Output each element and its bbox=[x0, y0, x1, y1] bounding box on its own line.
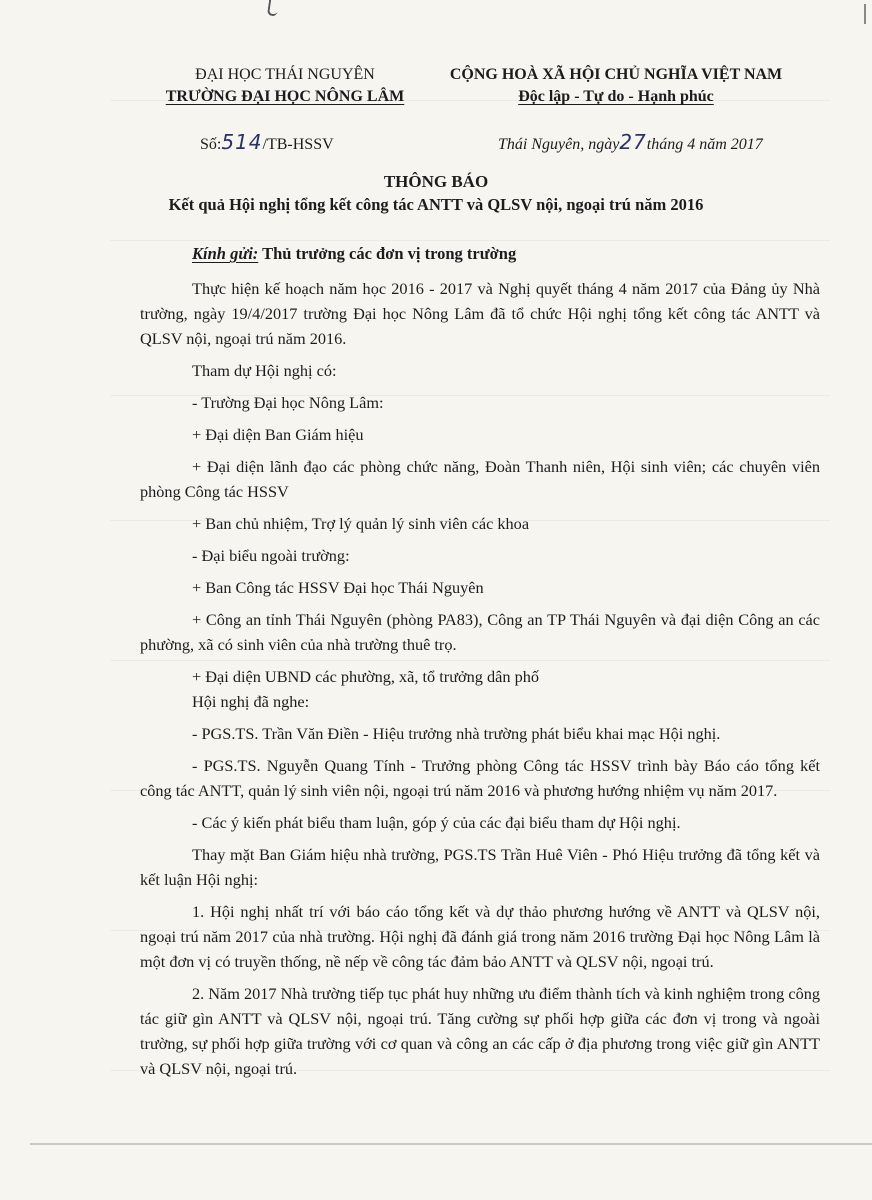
recipient-label: Kính gửi: bbox=[192, 244, 259, 263]
reference-line bbox=[0, 128, 872, 154]
heard-heading: Hội nghị đã nghe: bbox=[192, 692, 310, 711]
attendee-item: - Trường Đại học Nông Lâm: bbox=[192, 393, 384, 412]
handwritten-number: 514 bbox=[221, 130, 263, 154]
intro-paragraph: Thực hiện kế hoạch năm học 2016 - 2017 và Nghị quyết tháng 4 năm 2017 của Đảng ủy Nhà trường, ngày 19/4/2017 trường Đại học Nông Lâm đã tổ chức Hội nghị tổng kết công tác ANTT và QLSV nội, ngoại trú năm 2016. bbox=[140, 279, 820, 348]
attendee-item: + Ban chủ nhiệm, Trợ lý quản lý sinh viên các khoa bbox=[192, 514, 530, 533]
document-number bbox=[200, 130, 334, 154]
recipient-name: Thủ trưởng các đơn vị trong trường bbox=[262, 244, 517, 263]
attendee-item: + Đại diện Ban Giám hiệu bbox=[192, 425, 364, 444]
recipient-line bbox=[192, 244, 516, 264]
org-name: TRƯỜNG ĐẠI HỌC NÔNG LÂM bbox=[165, 88, 405, 105]
attendee-item: + Đại diện lãnh đạo các phòng chức năng, Đoàn Thanh niên, Hội sinh viên; các chuyên viên phòng Công tác HSSV bbox=[140, 457, 820, 501]
so-label: Số: bbox=[200, 136, 222, 153]
so-suffix: /TB-HSSV bbox=[262, 136, 334, 153]
heard-item: - PGS.TS. Nguyễn Quang Tính - Trưởng phòng Công tác HSSV trình bày Báo cáo tổng kết công tác ANTT, quản lý sinh viên nội, ngoại trú năm 2016 và phương hướng nhiệm vụ năm 2017. bbox=[140, 756, 820, 800]
attendee-item: + Công an tỉnh Thái Nguyên (phòng PA83), Công an TP Thái Nguyên và đại diện Công an các phường, xã có sinh viên của nhà trường thuê trọ. bbox=[140, 610, 820, 654]
heard-item: - PGS.TS. Trần Văn Điền - Hiệu trưởng nhà trường phát biểu khai mạc Hội nghị. bbox=[192, 724, 721, 743]
conclusion-intro: Thay mặt Ban Giám hiệu nhà trường, PGS.TS Trần Huê Viên - Phó Hiệu trưởng đã tổng kết và kết luận Hội nghị: bbox=[140, 845, 820, 889]
document-header bbox=[0, 64, 872, 124]
attendee-item: - Đại biểu ngoài trường: bbox=[192, 546, 350, 565]
conclusion-point: 2. Năm 2017 Nhà trường tiếp tục phát huy những ưu điểm thành tích và kinh nghiệm trong công tác giữ gìn ANTT và QLSV nội, ngoại trú. Tăng cường sự phối hợp giữa các đơn vị trong và ngoài trường, sự phối hợp giữa trường với cơ quan và công an các cấp ở địa phương trong việc giữ gìn ANTT và QLSV nội, ngoại trú. bbox=[140, 984, 820, 1078]
national-motto: Độc lập - Tự do - Hạnh phúc bbox=[518, 88, 714, 105]
month-year: tháng 4 năm 2017 bbox=[646, 136, 763, 153]
page-bottom-edge bbox=[30, 1143, 872, 1145]
document-body bbox=[140, 276, 820, 1081]
attendees-heading: Tham dự Hội nghị có: bbox=[192, 361, 337, 380]
document-subtitle: Kết quả Hội nghị tổng kết công tác ANTT và QLSV nội, ngoại trú năm 2016 bbox=[168, 195, 704, 214]
issuer-block bbox=[140, 64, 430, 108]
document-title: THÔNG BÁO bbox=[383, 172, 489, 191]
attendee-item: + Ban Công tác HSSV Đại học Thái Nguyên bbox=[192, 578, 484, 597]
org-parent: ĐẠI HỌC THÁI NGUYÊN bbox=[195, 66, 375, 83]
heard-item: - Các ý kiến phát biểu tham luận, góp ý của các đại biểu tham dự Hội nghị. bbox=[192, 813, 681, 832]
place-prefix: Thái Nguyên, ngày bbox=[498, 136, 620, 153]
scan-edge-mark bbox=[864, 4, 866, 24]
national-heading-block bbox=[432, 64, 800, 108]
handwritten-day: 27 bbox=[619, 130, 647, 154]
pen-mark bbox=[267, 0, 279, 17]
national-title: CỘNG HOÀ XÃ HỘI CHỦ NGHĨA VIỆT NAM bbox=[449, 66, 783, 83]
conclusion-point: 1. Hội nghị nhất trí với báo cáo tổng kết và dự thảo phương hướng về ANTT và QLSV nội, ngoại trú năm 2017 của nhà trường. Hội nghị đã đánh giá trong năm 2016 trường Đại học Nông Lâm là một đơn vị có truyền thống, nề nếp về công tác đảm bảo ANTT và QLSV nội, ngoại trú. bbox=[140, 902, 820, 971]
place-date bbox=[498, 130, 763, 154]
attendee-item: + Đại diện UBND các phường, xã, tổ trưởng dân phố bbox=[192, 667, 539, 686]
